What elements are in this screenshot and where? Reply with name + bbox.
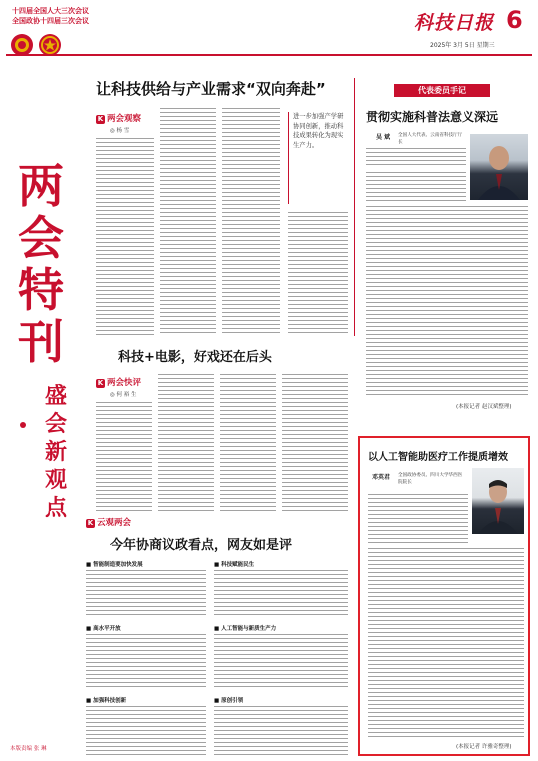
cloud-item-title: ■ 人工智能与新质生产力 (214, 626, 277, 632)
ai-author: 邓英君 (372, 474, 391, 481)
movie-headline: 科技+电影，好戏还在后头 (118, 350, 272, 365)
popsci-intro-text (366, 148, 466, 168)
section-label-observe: K 两会观察 (96, 112, 141, 124)
banner-title: 两 会 特 刊 (18, 159, 64, 369)
popsci-headline: 贯彻实施科普法意义深远 (366, 110, 499, 124)
cloud-item-title: ■ 原创引领 (214, 698, 244, 704)
popsci-credit: (本报记者 赵汉斌整理) (456, 404, 512, 410)
ai-article-box (358, 436, 530, 756)
footer-editor: 本版责编 张 琳 (10, 746, 47, 752)
popsci-author: 吴 斌 (376, 134, 391, 141)
cloud-item-text (214, 706, 348, 758)
movie-text-col-2 (158, 374, 214, 512)
ai-author-note: 全国政协委员、四川大学华西医院院长 (398, 473, 463, 485)
popsci-text-b (366, 206, 528, 396)
cloud-col-1 (86, 560, 206, 750)
cloud-item-text (86, 706, 206, 758)
section-label-review: K 两会快评 (96, 376, 141, 388)
masthead (0, 0, 538, 60)
main-text-col-2 (160, 108, 216, 336)
main-text-col-1 (96, 138, 154, 336)
banner-dot (20, 422, 26, 428)
popsci-text-a (366, 172, 466, 202)
movie-text-col-1 (96, 402, 152, 512)
ai-headline: 以人工智能助医疗工作提质增效 (368, 452, 508, 463)
portrait-icon (472, 468, 524, 534)
session-label-1: 十四届全国人大三次会议 (12, 7, 89, 15)
movie-byline: ◎ 何 裕 生 (110, 392, 137, 398)
column-tag: 代表委员手记 (394, 84, 490, 97)
masthead-logo: 科技日报 (414, 12, 495, 34)
movie-text-col-3 (220, 374, 276, 512)
cloud-item-text (214, 570, 348, 618)
session-label-2: 全国政协十四届三次会议 (12, 17, 89, 25)
main-text-col-3 (222, 108, 280, 336)
cloud-item-title: ■ 加强科技创新 (86, 698, 127, 704)
ai-body-text (368, 548, 524, 738)
banner-subtitle: 盛 会 新 观 点 (44, 383, 67, 521)
page-number: 6 (506, 6, 523, 34)
cloud-headline: 今年协商议政看点，网友如是评 (110, 538, 293, 553)
cloud-col-2 (214, 560, 348, 750)
main-headline: 让科技供给与产业需求“双向奔赴” (96, 80, 326, 98)
cloud-item-text (86, 570, 206, 618)
ai-intro-text (368, 494, 468, 544)
cloud-item-text (214, 634, 348, 690)
special-issue-banner (10, 160, 72, 540)
pull-quote: 进一步加强产学研协同创新，推动科技成果转化为现实生产力。 (293, 113, 344, 149)
popsci-author-photo (470, 134, 528, 200)
cloud-item-title: ■ 科技赋能民生 (214, 562, 255, 568)
ai-author-photo (472, 468, 524, 534)
cloud-item-title: ■ 智能制造要加快发展 (86, 562, 143, 568)
popsci-author-note: 全国人大代表、云南省科技厅厅长 (398, 133, 463, 145)
main-byline: ◎ 杨 雪 (110, 128, 130, 134)
cloud-item-text (86, 634, 206, 690)
pull-quote-box (288, 112, 348, 204)
movie-text-col-4 (282, 374, 348, 512)
right-col-divider (354, 78, 355, 336)
cloud-item-title: ■ 高水平开放 (86, 626, 121, 632)
section-label-cloud: K 云观两会 (86, 516, 131, 528)
masthead-rule (6, 54, 532, 56)
portrait-icon (470, 134, 528, 200)
ai-credit: (本报记者 许雅奇整理) (456, 744, 512, 750)
masthead-date: 2025年 3月 5日 星期三 (430, 42, 495, 49)
main-text-col-4 (288, 212, 348, 336)
